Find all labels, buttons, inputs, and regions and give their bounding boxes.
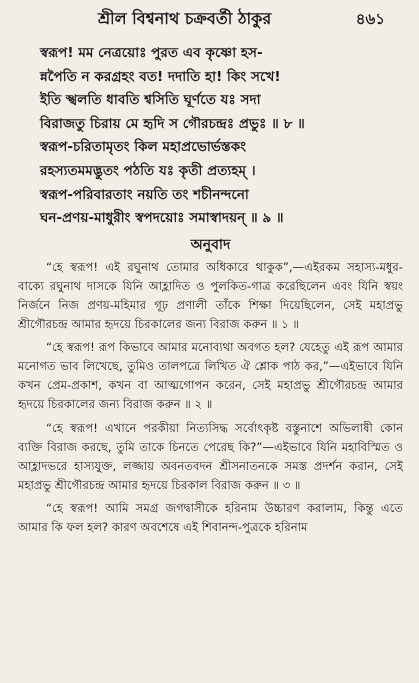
translation-paragraph: “হে স্বরূপ! এখানে পরকীয়া নিত্যসিদ্ধ সর্বোৎকৃষ্ট বস্তুনাশে অভিলাষী কোন ব্যক্তি বিরাজ করছে, তুমি তাকে চিনতে পেরেছ কি?”—এইভাবে যিনি মহাবিস্মিত ও আহ্লাদভরে হাস্যযুক্ত, লজ্জায় অবনতবদন শ্রীসনাতনকে সমস্ত প্রদর্শন করান, সেই মহাপ্রভু শ্রীগৌরচন্দ্র আমার হৃদয়ে চিরকাল বিরাজ করুন ॥ ৩ ॥ — [18, 420, 403, 492]
verse-line: স্বরূপ-পরিবারতাং নয়তি তং শচীনন্দনো — [40, 186, 249, 203]
verse-line: স্বরূপ-চরিতামৃতং কিল মহাপ্রভোর্ভস্তকং — [40, 139, 247, 156]
translation-paragraph: “হে স্বরূপ! রূপ কিভাবে আমার মনোব্যথা অবগত হল? যেহেতু এই রূপ আমার মনোগত ভাব লিখেছে, তুমিও তালপত্রে লিখিত ঐ শ্লোক পাঠ কর,”—এইভাবে যিনি কখন প্রেম-প্রকাশ, কখন বা আত্মগোপন করেন, সেই মহাপ্রভু শ্রীগৌরচন্দ্র আমার হৃদয়ে চিরকালের জন্য বিরাজ করুন ॥ ২ ॥ — [18, 340, 403, 412]
page-number: ৪৬১ — [355, 10, 385, 28]
sanskrit-verses — [18, 42, 403, 231]
verse-line: স্বরূপ! মম নেত্রয়োঃ পুরত এব কৃষ্ণো হস- — [40, 45, 263, 61]
verse-line: ন্নপৈতি ন করগ্রহং বত! দদাতি হা! কিং সখে! — [40, 68, 281, 85]
translation-paragraph: “হে স্বরূপ! আমি সমগ্র জগদ্বাসীকে হরিনাম উচ্চারণ করালাম, কিন্তু এতে আমার কি ফল হল? কারণ অবশেষে এই শিবানন্দ-পুত্রকে হরিনাম — [18, 500, 403, 534]
translation-text — [18, 258, 403, 537]
section-title: অনুবাদ — [190, 236, 231, 253]
verse-line: বিরাজতু চিরায় মে হৃদি স গৌরচন্দ্রঃ প্রভুঃ ॥ ৮ ॥ — [40, 115, 305, 132]
verse-line: রহস্যতমমদ্ভুতং পঠতি যঃ কৃতী প্রত্যহম্ । — [40, 162, 256, 179]
page-header — [18, 6, 403, 32]
running-title: শ্রীল বিশ্বনাথ চক্রবর্তী ঠাকুর — [98, 9, 272, 28]
translation-paragraph: “হে স্বরূপ! এই রঘুনাথ তোমার অধিকারে থাকুক”,—এইরকম সহাস্য-মধুর-বাক্যে রঘুনাথ দাসকে যিনি আহ্লাদিত ও পুলকিত-গাত্র করেছিলেন এবং যিনি স্বয়ং নির্জনে নিজ প্রণয়-মহিমার গূঢ় প্রণালী তাঁকে শিক্ষা দিয়েছিলেন, সেই মহাপ্রভু শ্রীগৌরচন্দ্র আমার হৃদয়ে চিরকালের জন্য বিরাজ করুন ॥ ১ ॥ — [18, 259, 403, 332]
verse-line: ইতি স্খলতি ধাবতি শ্বসিতি ঘূর্ণতে যঃ সদা — [40, 92, 261, 109]
verse-line: ঘন-প্রণয়-মাধুরীং স্বপদয়োঃ সমাস্বাদয়ন্ ॥ ৯ ॥ — [40, 210, 284, 227]
